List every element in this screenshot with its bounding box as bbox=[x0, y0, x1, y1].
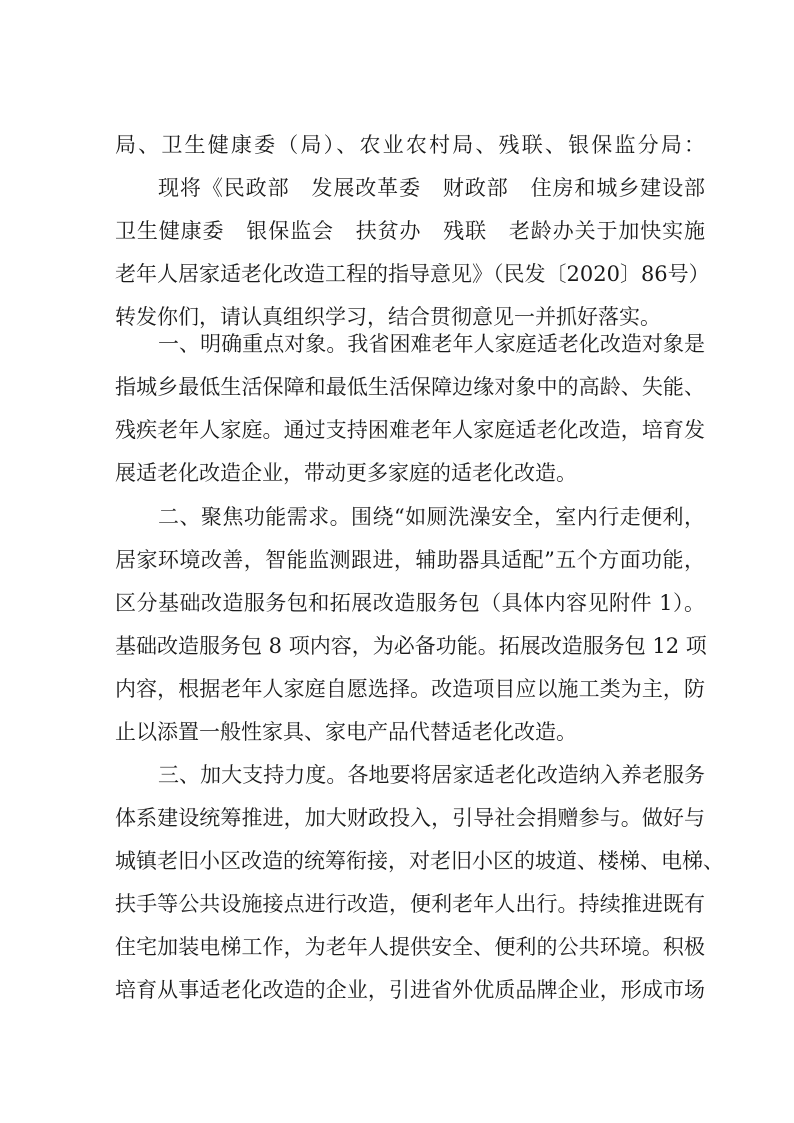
text-line-1: 局、卫生健康委（局）、农业农村局、残联、银保监分局： bbox=[115, 133, 705, 157]
text-line-19: 扶手等公共设施接点进行改造，便利老年人出行。持续推进既有 bbox=[115, 892, 705, 916]
text-line-20: 住宅加装电梯工作，为老年人提供安全、便利的公共环境。积极 bbox=[115, 935, 705, 959]
text-line-7: 指城乡最低生活保障和最低生活保障边缘对象中的高龄、失能、 bbox=[115, 375, 705, 399]
text-line-3: 卫生健康委 银保监会 扶贫办 残联 老龄办关于加快实施 bbox=[115, 219, 705, 243]
text-line-21: 培育从事适老化改造的企业，引进省外优质品牌企业，形成市场 bbox=[115, 978, 705, 1002]
text-line-17: 体系建设统筹推进，加大财政投入，引导社会捐赠参与。做好与 bbox=[115, 806, 705, 830]
text-line-11: 居家环境改善，智能监测跟进，辅助器具适配”五个方面功能， bbox=[115, 548, 705, 572]
text-line-4: 老年人居家适老化改造工程的指导意见》（民发〔2020〕86号） bbox=[115, 262, 710, 286]
text-line-15: 止以添置一般性家具、家电产品代替适老化改造。 bbox=[115, 720, 577, 744]
text-line-8: 残疾老年人家庭。通过支持困难老年人家庭适老化改造，培育发 bbox=[115, 418, 705, 442]
text-line-14: 内容，根据老年人家庭自愿选择。改造项目应以施工类为主，防 bbox=[115, 677, 705, 701]
text-line-6: 一、明确重点对象。我省困难老年人家庭适老化改造对象是 bbox=[158, 332, 705, 356]
text-line-13: 基础改造服务包 8 项内容，为必备功能。拓展改造服务包 12 项 bbox=[115, 634, 707, 658]
text-line-10: 二、聚焦功能需求。围绕“如厕洗澡安全，室内行走便利， bbox=[158, 505, 705, 529]
text-line-5: 转发你们，请认真组织学习，结合贯彻意见一并抓好落实。 bbox=[115, 305, 661, 329]
text-line-12: 区分基础改造服务包和拓展改造服务包（具体内容见附件 1）。 bbox=[115, 591, 705, 615]
text-line-2: 现将《民政部 发展改革委 财政部 住房和城乡建设部 bbox=[158, 176, 705, 200]
text-line-9: 展适老化改造企业，带动更多家庭的适老化改造。 bbox=[115, 461, 577, 485]
text-line-16: 三、加大支持力度。各地要将居家适老化改造纳入养老服务 bbox=[158, 763, 705, 787]
text-line-18: 城镇老旧小区改造的统筹衔接，对老旧小区的坡道、楼梯、电梯、 bbox=[115, 849, 724, 873]
